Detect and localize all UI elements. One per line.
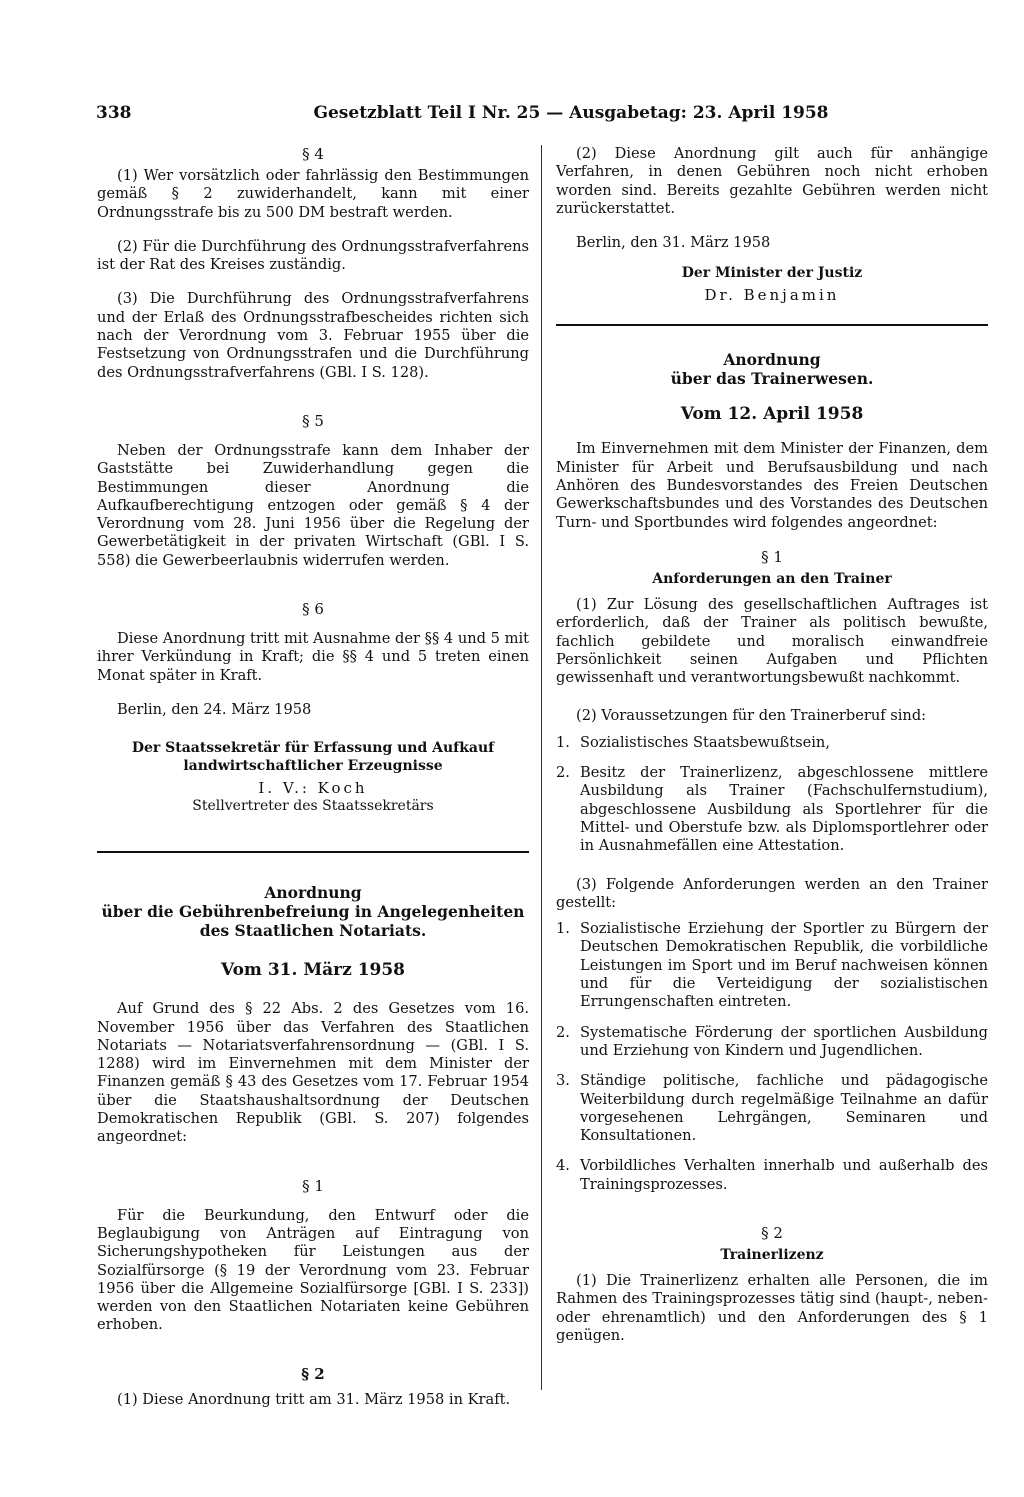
paragraph: Auf Grund des § 22 Abs. 2 des Gesetzes vom 16. November 1956 über das Verfahren des Staatlichen Notariats — Notariatsverfahrensordnung — (GBl. I S. 1288) wird im Einvernehmen mit dem Minister der Finanzen gemäß § 43 des Gesetzes vom 17. Februar 1954 über die Staatshaushaltsordnung der Deutschen Demokratischen Republik (GBl. S. 207) folgendes angeordnet:: [97, 1000, 529, 1146]
section-heading: § 6: [302, 600, 324, 619]
section-title: Trainerlizenz: [720, 1246, 824, 1263]
section-heading: § 1: [761, 547, 783, 566]
list-item: [556, 1072, 988, 1145]
paragraph: (3) Die Durchführung des Ordnungsstrafverfahrens und der Erlaß des Ordnungsstrafbescheides richten sich nach der Verordnung vom 3. Februar 1955 über die Festsetzung von Ordnungsstrafen und die Durchführung des Ordnungsstrafverfahrens (GBl. I S. 128).: [97, 290, 529, 381]
place-date: Berlin, den 24. März 1958: [117, 700, 312, 718]
section-heading: § 2: [301, 1364, 325, 1383]
paragraph: (2) Voraussetzungen für den Trainerberuf sind:: [576, 707, 927, 725]
paragraph: (3) Folgende Anforderungen werden an den Trainer gestellt:: [556, 875, 988, 911]
ordinance-date: Vom 12. April 1958: [680, 404, 864, 425]
ordinance-subtitle: des Staatlichen Notariats.: [199, 921, 427, 941]
list-item: [556, 734, 988, 752]
paragraph: (1) Wer vorsätzlich oder fahrlässig den Bestimmungen gemäß § 2 zuwiderhandelt, kann mit einer Ordnungsstrafe bis zu 500 DM bestraft werden.: [97, 167, 529, 221]
paragraph: Diese Anordnung tritt mit Ausnahme der §§ 4 und 5 mit ihrer Verkündung in Kraft; die §§ 4 und 5 treten einen Monat später in Kraft.: [97, 630, 529, 684]
paragraph: Im Einvernehmen mit dem Minister der Finanzen, dem Minister für Arbeit und Berufsausbildung und nach Anhören des Bundesvorstandes des Freien Deutschen Gewerkschaftsbundes und des Vorstandes des Deutschen Turn- und Sportbundes wird folgendes angeordnet:: [556, 440, 988, 531]
signer-name: Dr. Benjamin: [704, 286, 840, 305]
list-number: 2.: [556, 1023, 570, 1041]
list-text: Ständige politische, fachliche und pädagogische Weiterbildung durch regelmäßige Teilnahme an dafür vorgesehenen Lehrgängen, Seminaren und Konsultationen.: [580, 1072, 988, 1145]
section-heading: § 1: [302, 1176, 324, 1195]
paragraph: (1) Die Trainerlizenz erhalten alle Personen, die im Rahmen des Trainingsprozesses tätig sind (haupt-, neben- oder ehrenamtlich) und den Anforderungen des § 1 genügen.: [556, 1271, 988, 1344]
paragraph: (1) Diese Anordnung tritt am 31. März 1958 in Kraft.: [117, 1390, 511, 1408]
ordinance-title: Anordnung: [723, 350, 821, 370]
list-number: 3.: [556, 1072, 570, 1090]
list-number: 1.: [556, 920, 570, 938]
list-item: [556, 1024, 988, 1061]
column-divider: [541, 145, 542, 1390]
list-text: Besitz der Trainerlizenz, abgeschlossene mittlere Ausbildung als Trainer (Fachschulfernstudium), abgeschlossene Ausbildung als Sportlehrer für die Mittel- und Oberstufe bzw. als Diplomsportlehrer oder in Ausnahmefällen eine Attestation.: [580, 764, 988, 855]
list-text: Systematische Förderung der sportlichen Ausbildung und Erziehung von Kindern und Jugendlichen.: [580, 1023, 988, 1059]
place-date: Berlin, den 31. März 1958: [576, 234, 771, 252]
list-number: 4.: [556, 1157, 570, 1175]
signer-role: Stellvertreter des Staatssekretärs: [192, 798, 434, 815]
list-text: Sozialistisches Staatsbewußtsein,: [580, 733, 830, 751]
page-number: 338: [96, 103, 132, 123]
list-item: [556, 920, 988, 1011]
signer-title: Der Staatssekretär für Erfassung und Aufkauf: [131, 740, 495, 757]
list-number: 2.: [556, 764, 570, 782]
list-text: Vorbildliches Verhalten innerhalb und außerhalb des Trainingsprozesses.: [580, 1157, 988, 1193]
signer-title: Der Minister der Justiz: [681, 265, 863, 282]
page-header: [96, 103, 986, 129]
signer-name: I. V.: Koch: [258, 779, 368, 798]
page-header-title: Gesetzblatt Teil I Nr. 25 — Ausgabetag: 23. April 1958: [313, 103, 829, 123]
list-number: 1.: [556, 733, 570, 751]
list-item: [556, 1157, 988, 1194]
ordinance-subtitle: über die Gebührenbefreiung in Angelegenheiten: [101, 902, 525, 922]
paragraph: (2) Für die Durchführung des Ordnungsstrafverfahrens ist der Rat des Kreises zuständig.: [97, 237, 529, 274]
list-text: Sozialistische Erziehung der Sportler zu Bürgern der Deutschen Demokratischen Republik, die vorbildliche Leistungen im Sport und im Beruf nachweisen können und für die Verteidigung der sozialistischen Errungenschaften eintreten.: [580, 920, 988, 1011]
section-heading: § 5: [302, 411, 324, 430]
ordinance-subtitle: über das Trainerwesen.: [670, 369, 874, 389]
paragraph: (2) Diese Anordnung gilt auch für anhängige Verfahren, in denen Gebühren noch nicht erhoben worden sind. Bereits gezahlte Gebühren werden nicht zurückerstattet.: [556, 145, 988, 217]
left-column: [97, 145, 529, 1409]
paragraph: (1) Zur Lösung des gesellschaftlichen Auftrages ist erforderlich, daß der Trainer als politisch bewußte, fachlich gebildete und moralisch einwandfreie Persönlichkeit seinen Aufgaben und Pflichten gewissenhaft und verantwortungsbewußt nachkommt.: [556, 595, 988, 687]
paragraph: Neben der Ordnungsstrafe kann dem Inhaber der Gaststätte bei Zuwiderhandlung gegen die Bestimmungen dieser Anordnung die Aufkaufberechtigung entzogen oder gemäß § 4 der Verordnung vom 28. Juni 1956 über die Regelung der Gewerbetätigkeit in der privaten Wirtschaft (GBl. I S. 558) die Gewerbeerlaubnis widerrufen werden.: [97, 441, 529, 569]
section-heading: § 4: [302, 145, 324, 163]
section-title: Anforderungen an den Trainer: [652, 570, 892, 587]
right-column: [556, 145, 988, 1345]
list-item: [556, 764, 988, 855]
signer-title: landwirtschaftlicher Erzeugnisse: [183, 758, 443, 775]
ordinance-title: Anordnung: [264, 883, 362, 903]
paragraph: Für die Beurkundung, den Entwurf oder die Beglaubigung von Anträgen auf Eintragung von Sicherungshypotheken für Leistungen aus der Sozialfürsorge (§ 19 der Verordnung vom 23. Februar 1956 über die Allgemeine Sozialfürsorge [GBl. I S. 233]) werden von den Staatlichen Notariaten keine Gebühren erhoben.: [97, 1206, 529, 1334]
ordinance-date: Vom 31. März 1958: [220, 960, 406, 981]
section-heading: § 2: [761, 1223, 783, 1242]
